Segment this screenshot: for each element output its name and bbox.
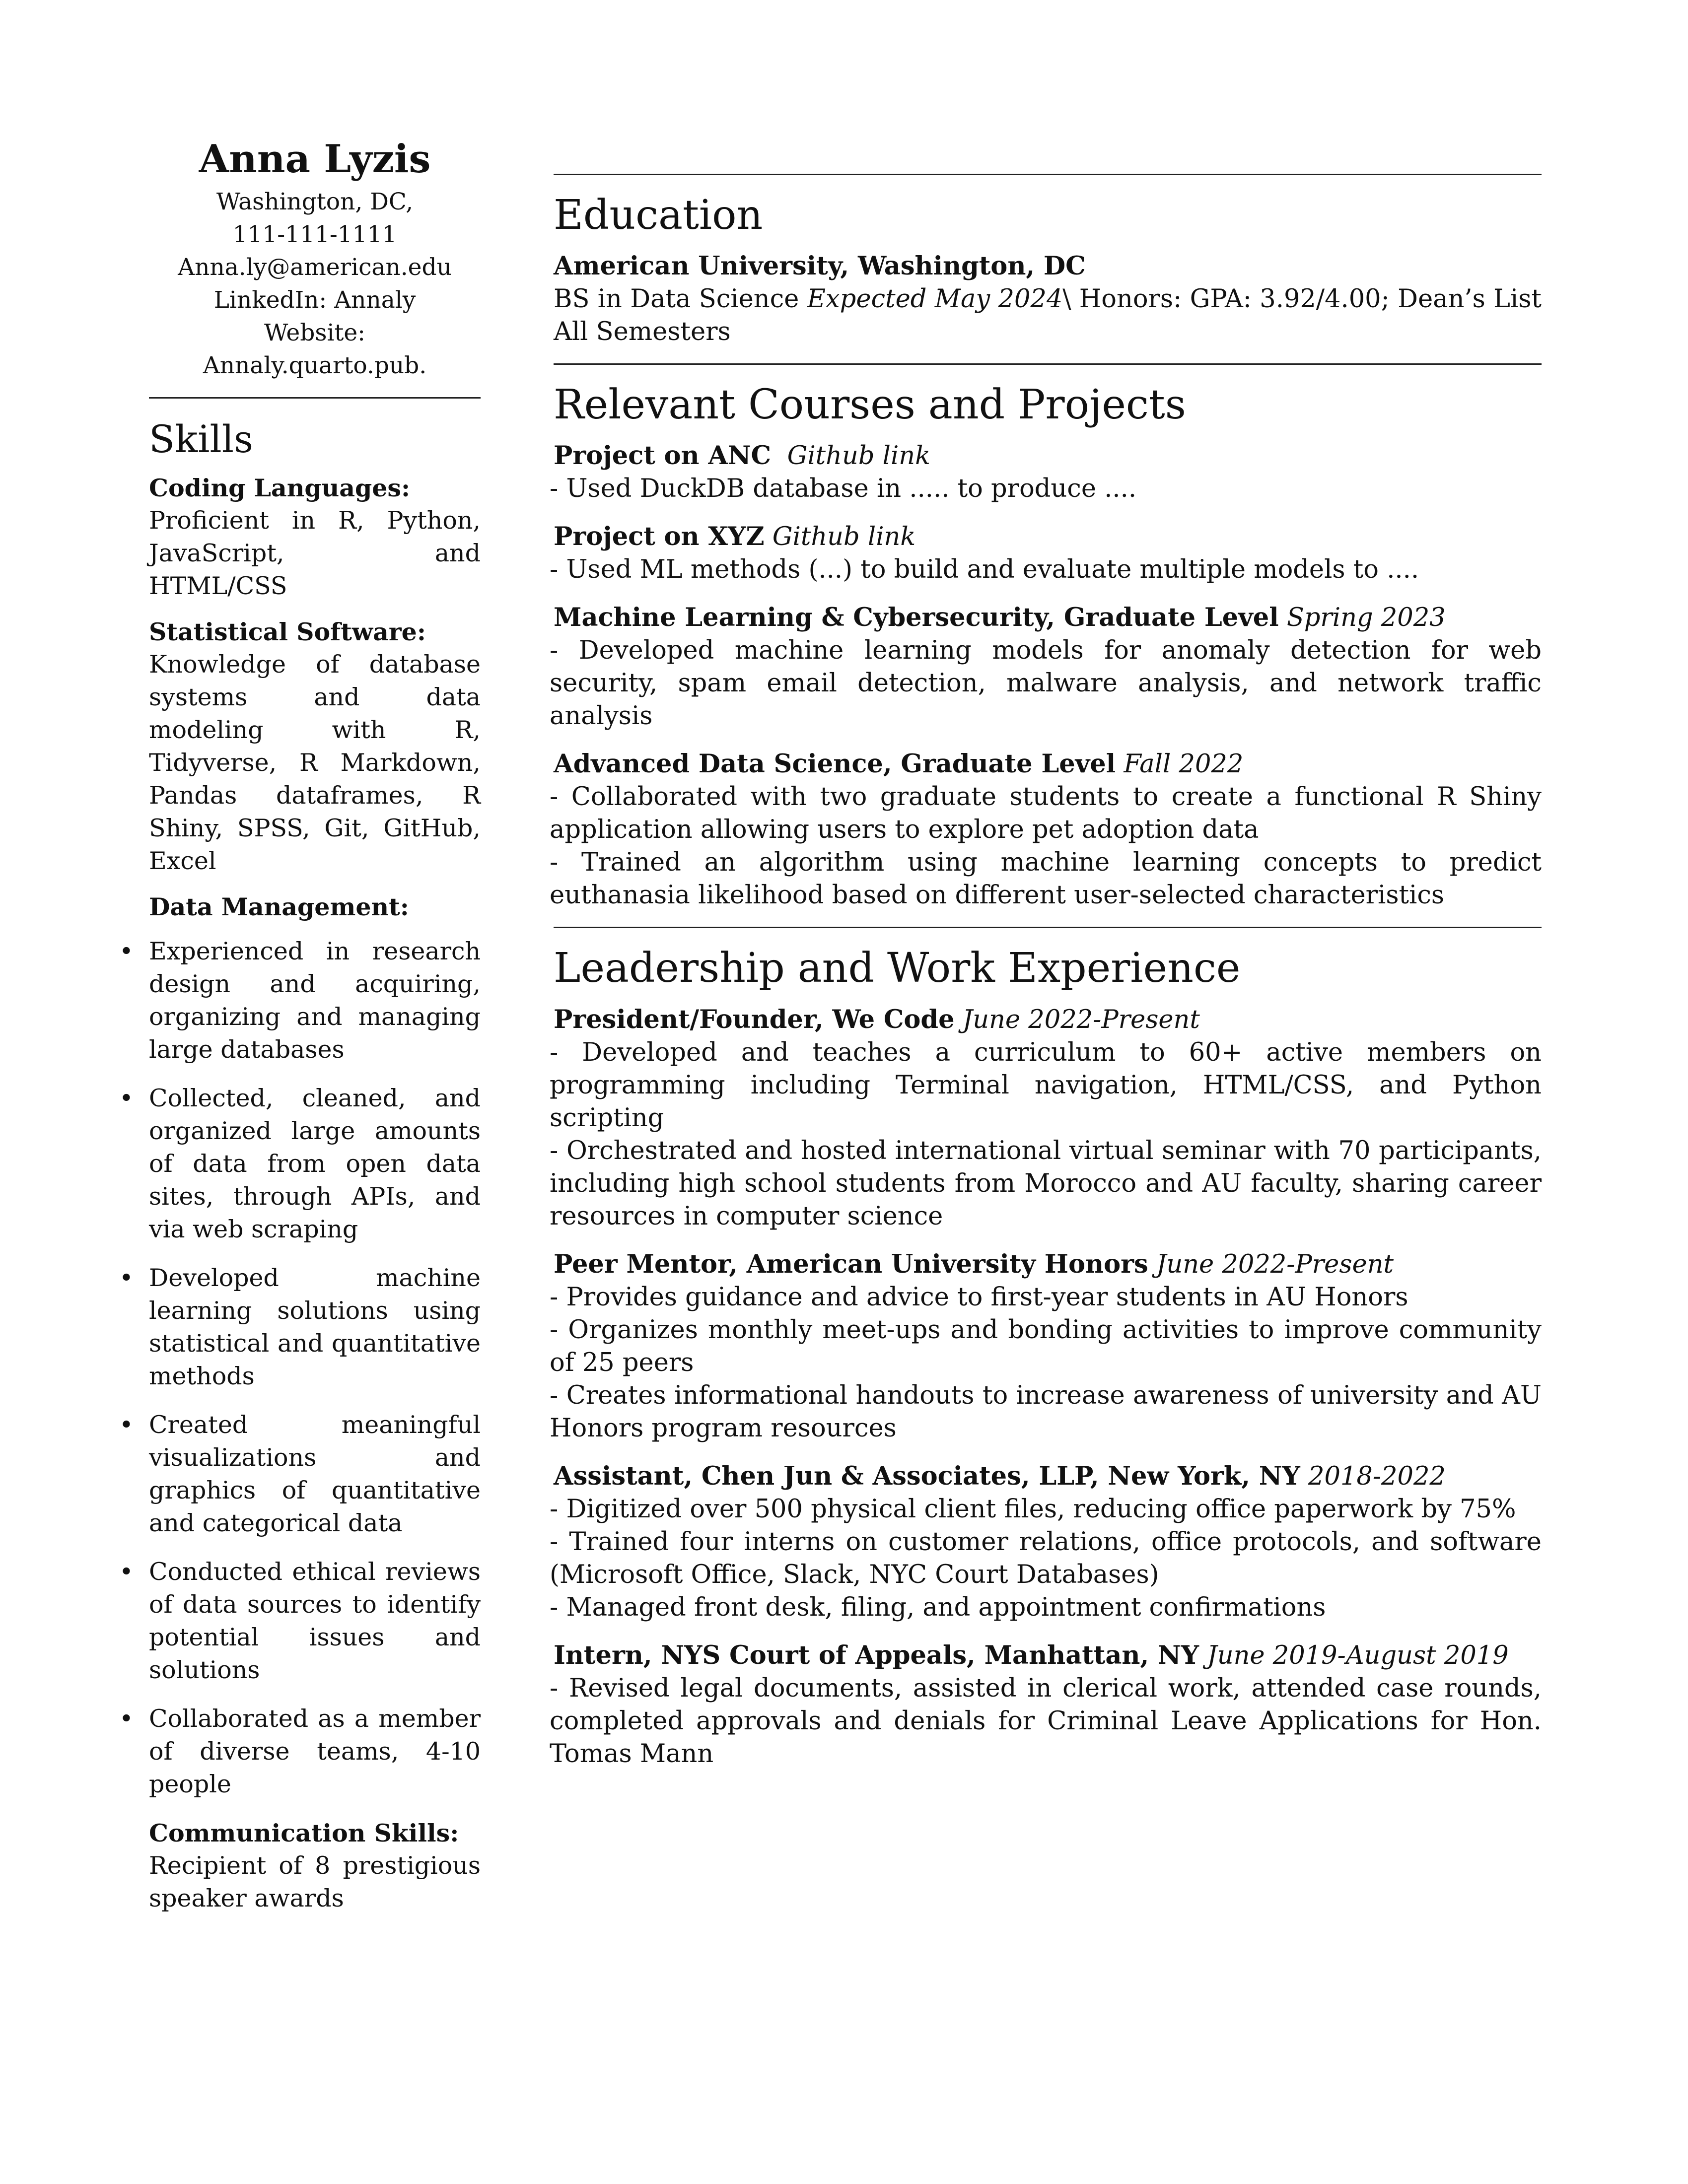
- degree: BS in Data Science: [554, 284, 799, 314]
- entry-line: - Collaborated with two graduate students to create a functional R Shiny application allowing users to explore pet adoption data: [550, 782, 1542, 845]
- github-link[interactable]: Github link: [787, 441, 931, 471]
- entry-title: President/Founder, We Code: [554, 1004, 955, 1034]
- candidate-name: Anna Lyzis: [199, 136, 431, 182]
- course-entry: [550, 748, 1542, 912]
- list-item-text: Conducted ethical reviews of data sources to identify potential issues and solutions: [149, 1558, 481, 1685]
- contact-website: Website: Annaly.quarto.pub.: [203, 319, 427, 379]
- list-item: [119, 935, 481, 1066]
- courses-heading: Relevant Courses and Projects: [554, 381, 1186, 429]
- section-divider: [554, 927, 1542, 928]
- experience-entry: [550, 1248, 1542, 1445]
- entry-title: Intern, NYS Court of Appeals, Manhattan, NY: [554, 1640, 1199, 1670]
- bullet-icon: •: [119, 1411, 134, 1439]
- section-divider: [554, 174, 1542, 175]
- degree-line: [554, 283, 1542, 348]
- contact-location: Washington, DC,: [216, 188, 414, 215]
- skill-text: Proficient in R, Python, JavaScript, and HTML/CSS: [149, 506, 481, 601]
- honors: \ Honors: GPA: 3.92/4.00; Dean’s List All Semesters: [554, 284, 1542, 347]
- list-item-text: Collaborated as a member of diverse teams, 4-10 people: [149, 1705, 481, 1799]
- contact-linkedin: LinkedIn: Annaly: [213, 286, 416, 314]
- skill-group-coding: [149, 472, 481, 603]
- entry-line: - Developed machine learning models for anomaly detection for web security, spam email detection, malware analysis, and network traffic analysis: [550, 636, 1542, 731]
- entry-title: Project on ANC: [554, 441, 772, 471]
- education-entry: [554, 250, 1542, 348]
- list-item: [119, 1703, 481, 1801]
- experience-entry: [550, 1460, 1542, 1624]
- list-item-text: Developed machine learning solutions using statistical and quantitative methods: [149, 1264, 481, 1391]
- entry-line: - Organizes monthly meet-ups and bonding activities to improve community of 25 peers: [550, 1315, 1542, 1377]
- experience-entry: [550, 1639, 1542, 1771]
- entry-title: Peer Mentor, American University Honors: [554, 1249, 1148, 1279]
- entry-title: Advanced Data Science, Graduate Level: [554, 749, 1116, 779]
- experience-heading: Leadership and Work Experience: [554, 945, 1241, 992]
- contact-email: Anna.ly@american.edu: [178, 253, 452, 281]
- course-entry: [550, 601, 1542, 733]
- list-item: [119, 1082, 481, 1246]
- contact-block: [149, 186, 481, 382]
- entry-line: - Revised legal documents, assisted in clerical work, attended case rounds, completed approvals and denials for Criminal Leave Applications for Hon. Tomas Mann: [550, 1673, 1542, 1769]
- list-item-text: Created meaningful visualizations and graphics of quantitative and categorical data: [149, 1411, 481, 1538]
- expected-date: Expected May 2024: [807, 284, 1063, 314]
- entry-date: June 2022-Present: [962, 1005, 1200, 1034]
- bullet-icon: •: [119, 1084, 134, 1113]
- entry-line: - Creates informational handouts to increase awareness of university and AU Honors program resources: [550, 1380, 1542, 1443]
- bullet-icon: •: [119, 937, 134, 966]
- skill-title: Coding Languages:: [149, 474, 411, 503]
- contact-phone: 111-111-1111: [232, 220, 397, 248]
- course-entry: [550, 520, 1542, 586]
- data-management-list: [119, 935, 481, 1801]
- skill-title: Statistical Software:: [149, 617, 426, 647]
- entry-title: Machine Learning & Cybersecurity, Graduate Level: [554, 603, 1279, 633]
- entry-line: - Managed front desk, filing, and appointment confirmations: [550, 1592, 1326, 1622]
- github-link[interactable]: Github link: [772, 522, 916, 552]
- bullet-icon: •: [119, 1558, 134, 1586]
- skill-title: Communication Skills:: [149, 1819, 459, 1848]
- list-item-text: Experienced in research design and acquiring, organizing and managing large databases: [149, 937, 481, 1064]
- entry-date: 2018-2022: [1308, 1461, 1446, 1491]
- skill-text: Recipient of 8 prestigious speaker awards: [149, 1851, 481, 1913]
- main-content: [550, 174, 1542, 1785]
- list-item: [119, 1556, 481, 1687]
- skill-group-communication: [149, 1817, 481, 1915]
- skill-group-statistical: [149, 615, 481, 878]
- entry-line: - Trained four interns on customer relations, office protocols, and software (Microsoft Office, Slack, NYC Court Databases): [550, 1527, 1542, 1589]
- bullet-icon: •: [119, 1264, 134, 1293]
- entry-date: Spring 2023: [1286, 603, 1446, 633]
- skills-heading: Skills: [149, 416, 254, 461]
- entry-date: Fall 2022: [1124, 750, 1244, 779]
- list-item: [119, 1409, 481, 1540]
- sidebar-divider: [149, 397, 481, 399]
- entry-date: June 2019-August 2019: [1207, 1640, 1509, 1670]
- entry-date: June 2022-Present: [1156, 1249, 1394, 1279]
- skill-text: Knowledge of database systems and data modeling with R, Tidyverse, R Markdown, Pandas dataframes, R Shiny, SPSS, Git, GitHub, Excel: [149, 650, 481, 876]
- section-divider: [554, 363, 1542, 365]
- entry-line: - Orchestrated and hosted international virtual seminar with 70 participants, including high school students from Morocco and AU faculty, sharing career resources in computer science: [550, 1136, 1542, 1231]
- experience-entry: [550, 1003, 1542, 1233]
- bullet-icon: •: [119, 1705, 134, 1733]
- education-heading: Education: [554, 192, 763, 239]
- entry-line: - Developed and teaches a curriculum to 60+ active members on programming including Terminal navigation, HTML/CSS, and Python scripting: [550, 1037, 1542, 1133]
- entry-line: - Used DuckDB database in ..... to produce ....: [550, 474, 1137, 504]
- entry-line: - Provides guidance and advice to first-year students in AU Honors: [550, 1282, 1408, 1312]
- list-item-text: Collected, cleaned, and organized large amounts of data from open data sites, through APIs, and via web scraping: [149, 1084, 481, 1244]
- skill-group-data-management: [119, 890, 481, 1801]
- entry-line: - Digitized over 500 physical client files, reducing office paperwork by 75%: [550, 1494, 1516, 1524]
- list-item: [119, 1262, 481, 1393]
- sidebar: [119, 136, 481, 1928]
- course-entry: [550, 439, 1542, 505]
- entry-line: - Used ML methods (...) to build and evaluate multiple models to ....: [550, 555, 1419, 585]
- entry-title: Project on XYZ: [554, 522, 765, 552]
- school-name: American University, Washington, DC: [554, 251, 1086, 281]
- entry-title: Assistant, Chen Jun & Associates, LLP, New York, NY: [554, 1461, 1300, 1491]
- entry-line: - Trained an algorithm using machine learning concepts to predict euthanasia likelihood based on different user-selected characteristics: [550, 848, 1542, 910]
- skill-title: Data Management:: [149, 892, 409, 922]
